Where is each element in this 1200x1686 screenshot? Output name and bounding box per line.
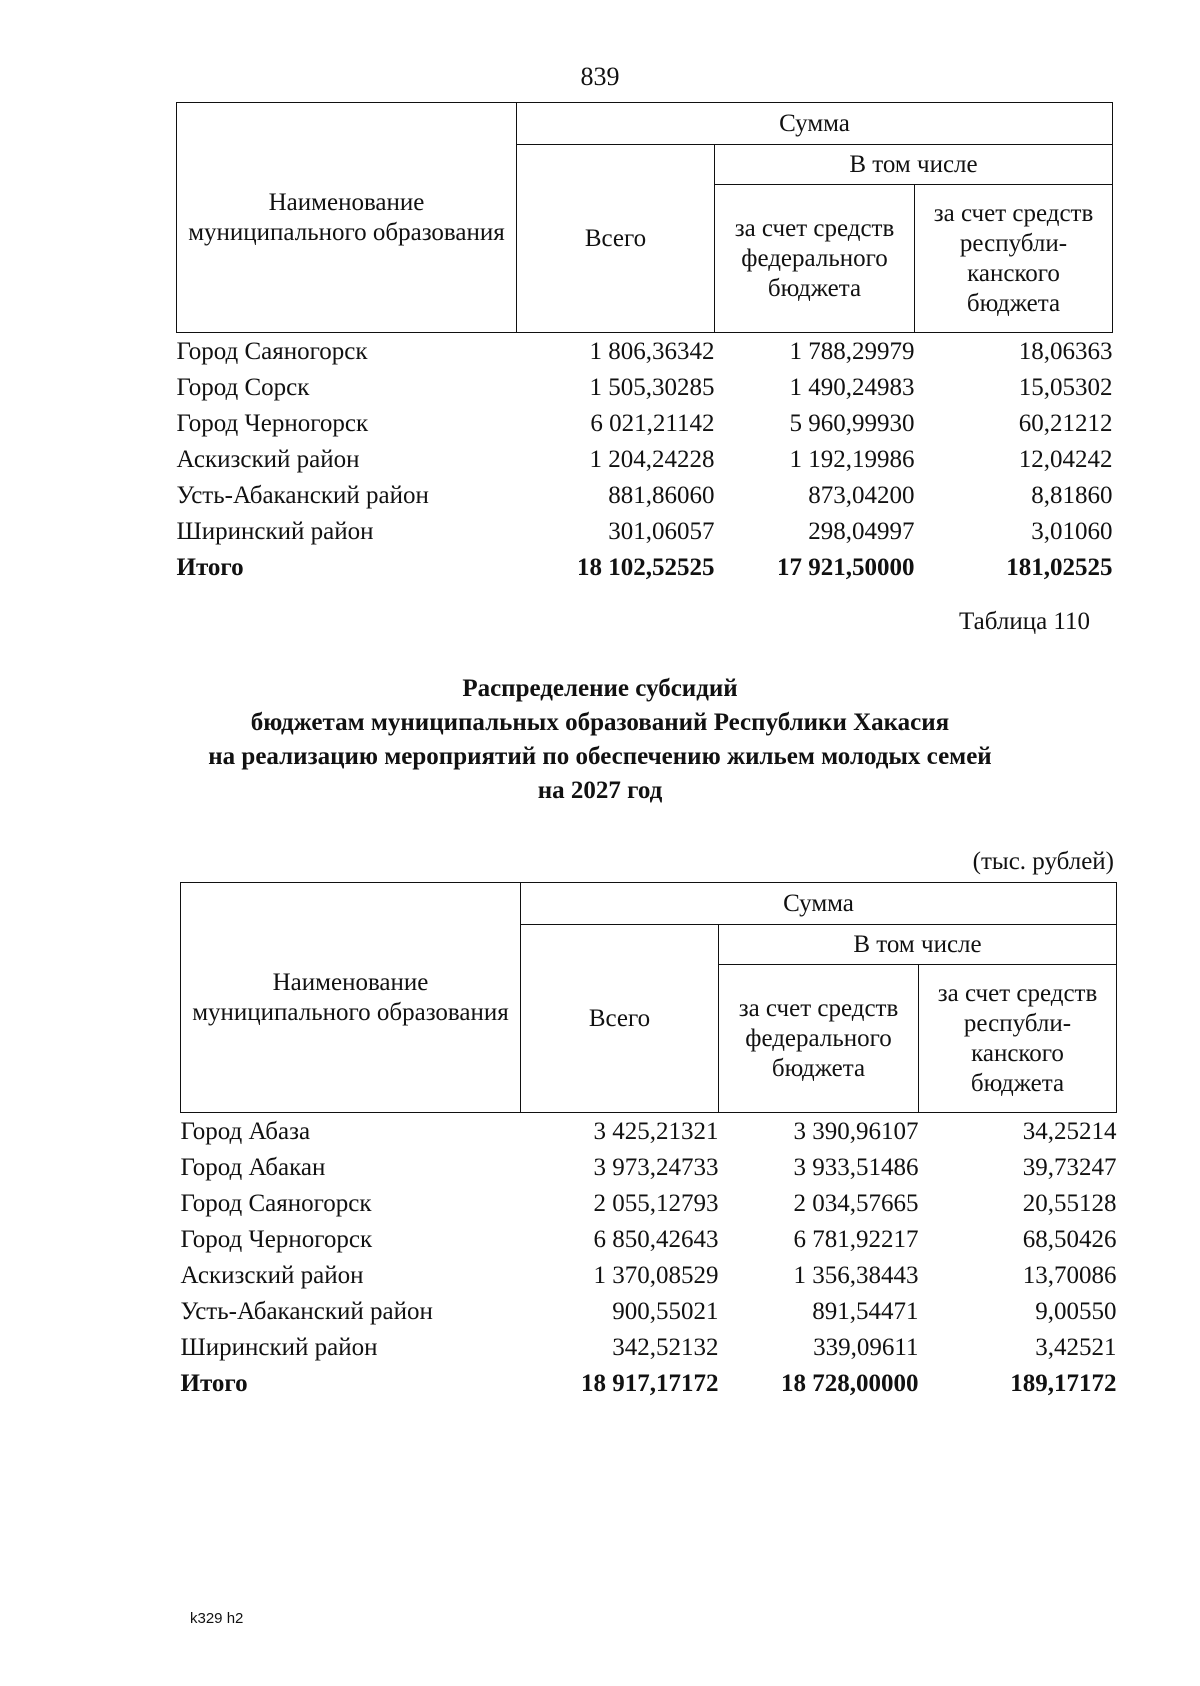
table-row: [181, 1257, 1117, 1293]
cell-total: 1 204,24228: [589, 446, 715, 473]
cell-federal: 5 960,99930: [789, 410, 915, 437]
cell-federal: 1 490,24983: [789, 374, 915, 401]
cell-total: 900,55021: [612, 1298, 719, 1325]
table-row: [181, 1221, 1117, 1257]
cell-republic: 3,01060: [1031, 518, 1113, 545]
cell-name: Ширинский район: [176, 518, 374, 545]
cell-republic: 13,70086: [1022, 1262, 1117, 1289]
cell-name: Аскизский район: [180, 1262, 364, 1289]
cell-total: 1 806,36342: [589, 338, 715, 365]
table-row: [177, 405, 1113, 441]
cell-name: Ширинский район: [180, 1334, 378, 1361]
cell-name: Город Черногорск: [176, 410, 369, 437]
title-line: на 2027 год: [537, 777, 663, 804]
cell-name: Город Черногорск: [180, 1226, 373, 1253]
table-title: [0, 672, 1200, 808]
cell-total: 1 505,30285: [589, 374, 715, 401]
cell-total: 6 021,21142: [590, 410, 715, 437]
table-row: [181, 1149, 1117, 1185]
cell-federal: 891,54471: [812, 1298, 919, 1325]
cell-republic: 12,04242: [1018, 446, 1113, 473]
cell-federal: 1 788,29979: [789, 338, 915, 365]
cell-name: Усть-Абаканский район: [180, 1298, 433, 1325]
cell-total: 2 055,12793: [593, 1190, 719, 1217]
cell-total: 3 425,21321: [593, 1118, 719, 1145]
cell-name: Усть-Абаканский район: [176, 482, 429, 509]
table-row: [181, 1185, 1117, 1221]
table-row: [177, 441, 1113, 477]
cell-name: Аскизский район: [176, 446, 360, 473]
table-row: [181, 1329, 1117, 1365]
header-federal: за счет средств федерального бюджета: [719, 965, 919, 1113]
cell-name: Город Абаза: [180, 1118, 311, 1145]
header-including: В том числе: [715, 145, 1113, 185]
cell-republic: 189,17172: [1010, 1370, 1117, 1397]
cell-republic: 60,21212: [1018, 410, 1113, 437]
table-row: [177, 477, 1113, 513]
cell-total: 301,06057: [608, 518, 715, 545]
cell-name: Город Абакан: [180, 1154, 326, 1181]
cell-name: Город Сорск: [176, 374, 310, 401]
unit-label: (тыс. рублей): [972, 848, 1114, 875]
header-municipality: Наименование муниципального образования: [181, 883, 521, 1113]
cell-total: 881,86060: [608, 482, 715, 509]
cell-total: 18 102,52525: [577, 554, 715, 581]
cell-federal: 298,04997: [808, 518, 915, 545]
cell-name: Итого: [176, 554, 244, 581]
cell-republic: 68,50426: [1022, 1226, 1117, 1253]
cell-total: 342,52132: [612, 1334, 719, 1361]
cell-federal: 3 933,51486: [793, 1154, 919, 1181]
cell-federal: 1 356,38443: [793, 1262, 919, 1289]
cell-republic: 9,00550: [1035, 1298, 1117, 1325]
cell-republic: 8,81860: [1031, 482, 1113, 509]
header-sum: Сумма: [517, 103, 1113, 145]
cell-republic: 3,42521: [1035, 1334, 1117, 1361]
subsidy-table-continued: [176, 102, 1113, 585]
header-total: Всего: [521, 925, 719, 1113]
cell-federal: 18 728,00000: [781, 1370, 919, 1397]
cell-federal: 3 390,96107: [793, 1118, 919, 1145]
table-row: [177, 369, 1113, 405]
cell-total: 18 917,17172: [581, 1370, 719, 1397]
header-republic: за счет средств республи-канского бюджета: [919, 965, 1117, 1113]
title-line: Распределение субсидий: [462, 675, 738, 702]
cell-name: Город Саяногорск: [180, 1190, 372, 1217]
table-row: [181, 1113, 1117, 1150]
title-line: на реализацию мероприятий по обеспечению жильем молодых семей: [208, 743, 992, 770]
title-line: бюджетам муниципальных образований Республики Хакасия: [250, 709, 950, 736]
cell-total: 3 973,24733: [593, 1154, 719, 1181]
page-number: 839: [580, 62, 620, 91]
table-total-row: [177, 549, 1113, 585]
cell-republic: 15,05302: [1018, 374, 1113, 401]
cell-name: Итого: [180, 1370, 248, 1397]
table-total-row: [181, 1365, 1117, 1401]
table-row: [177, 333, 1113, 370]
cell-federal: 339,09611: [813, 1334, 919, 1361]
subsidy-table-2027: [180, 882, 1117, 1401]
cell-federal: 2 034,57665: [793, 1190, 919, 1217]
table-row: [177, 513, 1113, 549]
cell-federal: 6 781,92217: [793, 1226, 919, 1253]
cell-total: 6 850,42643: [593, 1226, 719, 1253]
cell-total: 1 370,08529: [593, 1262, 719, 1289]
cell-republic: 18,06363: [1018, 338, 1113, 365]
header-sum: Сумма: [521, 883, 1117, 925]
cell-federal: 17 921,50000: [777, 554, 915, 581]
header-federal: за счет средств федерального бюджета: [715, 185, 915, 333]
cell-republic: 20,55128: [1022, 1190, 1117, 1217]
header-total: Всего: [517, 145, 715, 333]
cell-federal: 873,04200: [808, 482, 915, 509]
cell-republic: 34,25214: [1022, 1118, 1117, 1145]
table-row: [181, 1293, 1117, 1329]
header-municipality: Наименование муниципального образования: [177, 103, 517, 333]
cell-republic: 181,02525: [1006, 554, 1113, 581]
table-label: Таблица 110: [959, 608, 1090, 635]
header-including: В том числе: [719, 925, 1117, 965]
header-republic: за счет средств республи-канского бюджета: [915, 185, 1113, 333]
footer-code: k329 h2: [190, 1610, 244, 1627]
cell-federal: 1 192,19986: [789, 446, 915, 473]
cell-republic: 39,73247: [1022, 1154, 1117, 1181]
cell-name: Город Саяногорск: [176, 338, 368, 365]
